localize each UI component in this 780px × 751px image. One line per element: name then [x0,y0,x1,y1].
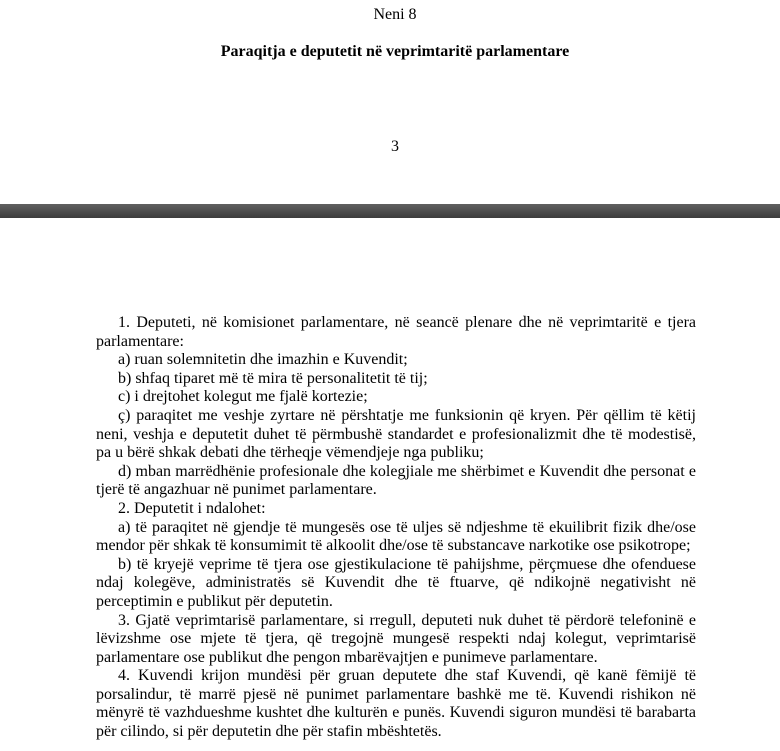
paragraph-1-item-c-cedilla: ç) paraqitet me veshje zyrtare në përshtatje me funksionin që kryen. Për qëllim të këtij neni, veshja e deputetit duhet të përmbushë standardet e profesionalizmit dhe të modestisë, pa u bërë shkak debati dhe tërheqje vëmendjeje nga publiku; [96,406,696,462]
paragraph-4: 4. Kuvendi krijon mundësi për gruan deputete dhe staf Kuvendi, që kanë fëmijë të porsalindur, të marrë pjesë në punimet parlamentare bashkë me të. Kuvendi rishikon në mënyrë të vazhdueshme kushtet dhe kulturën e punës. Kuvendi siguron mundësi të barabarta për cilindo, si për deputetin dhe për stafin mbështetës. [96,667,696,741]
paragraph-1-item-a: a) ruan solemnitetin dhe imazhin e Kuvendit; [118,351,408,369]
article-title: Paraqitja e deputetit në veprimtaritë parlamentare [220,43,570,60]
paragraph-2-item-a: a) të paraqitet në gjendje të mungesës ose të uljes së ndjeshme të ekuilibrit fizik dhe/ose mendor për shkak të konsumimit të alkoolit dhe/ose të substancave narkotike ose psikotrope; [96,518,696,555]
paragraph-1-item-d: d) mban marrëdhënie profesionale dhe kolegjiale me shërbimet e Kuvendit dhe personat e tjerë të angazhuar në punimet parlamentare. [96,462,696,499]
paragraph-1: 1. Deputeti, në komisionet parlamentare, në seancë plenare dhe në veprimtaritë e tjera parlamentare: [96,314,696,350]
document-body [96,314,696,742]
article-number: Neni 8 [373,6,417,23]
paragraph-1-item-c: c) i drejtohet kolegut me fjalë kortezie; [118,388,368,406]
paragraph-2-item-b: b) të kryejë veprime të tjera ose gjestikulacione të pahijshme, përçmuese dhe ofenduese ndaj kolegëve, administratës së Kuvendit dhe të ftuarve, që ndikojnë negativisht në perceptimin e publikut për deputetin. [96,555,696,610]
paragraph-1-item-b: b) shfaq tiparet më të mira të personalitetit të tij; [118,369,428,387]
previous-page-bottom [0,0,780,204]
paragraph-2: 2. Deputetit i ndalohet: [118,499,266,517]
page-number: 3 [391,138,399,155]
paragraph-3: 3. Gjatë veprimtarisë parlamentare, si rregull, deputeti nuk duhet të përdorë telefoninë e lëvizshme ose mjete të tjera, që tregojnë mungesë respekti ndaj kolegut, veprimtarisë parlamentare ose publikut dhe pengon mbarëvajtjen e punimeve parlamentare. [96,611,696,666]
page-separator [0,204,780,218]
